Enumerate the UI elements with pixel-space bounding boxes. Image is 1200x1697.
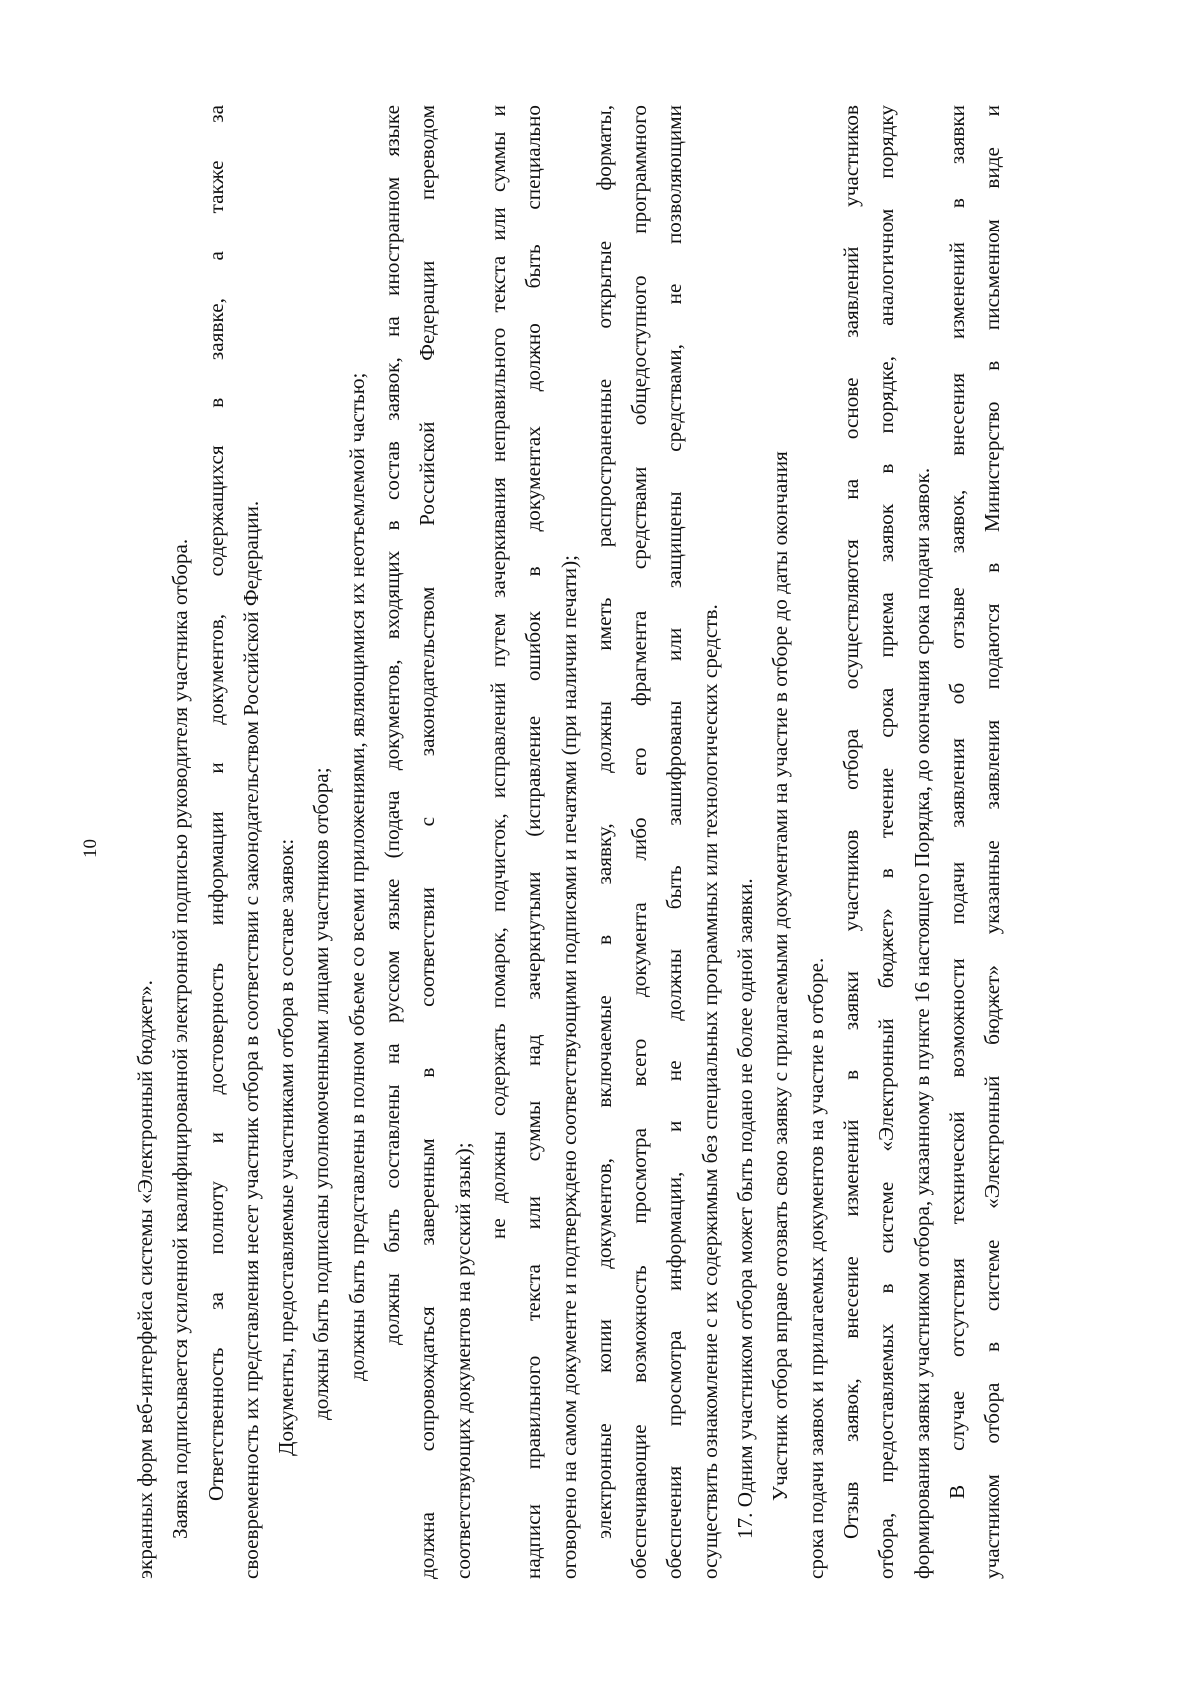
text-line: надписи правильного текста или суммы над зачеркнутыми (исправление ошибок в документах должно быть специально [521, 105, 546, 1579]
text-line: осуществить ознакомление с их содержимым без специальных программных или технологических средств. [697, 604, 722, 1579]
text-line: формирования заявки участником отбора, указанному в пункте 16 настоящего Порядка, до окончания срока подачи заявок. [909, 467, 934, 1579]
text-line: не должны содержать помарок, подчисток, исправлений путем зачеркивания неправильного текста или суммы и [485, 105, 510, 1239]
text-line: Заявка подписывается усиленной квалифицированной электронной подписью руководителя участника отбора. [168, 538, 193, 1539]
text-line: должны быть составлены на русском языке (подача документов, входящих в состав заявок, на иностранном языке [380, 105, 405, 1345]
text-line: Участник отбора вправе отозвать свою заявку с прилагаемыми документами на участие в отборе до даты окончания [768, 451, 793, 1501]
text-line: участником отбора в системе «Электронный бюджет» указанные заявления подаются в Министерство в письменном виде и [980, 105, 1005, 1579]
text-line: электронные копии документов, включаемые в заявку, должны иметь распространенные открытые форматы, [591, 105, 616, 1539]
text-line: своевременность их представления несет участник отбора в соответствии с законодательством Российской Федерации. [238, 500, 263, 1579]
text-line: Ответственность за полноту и достоверность информации и документов, содержащихся в заявке, а также за [203, 105, 228, 1501]
document-body [128, 105, 1010, 1579]
text-line: В случае отсутствия технической возможности подачи заявления об отзыве заявок, внесения изменений в заявки [944, 105, 969, 1499]
text-line: 17. Одним участником отбора может быть подано не более одной заявки. [733, 878, 758, 1539]
page-number: 10 [80, 839, 101, 858]
text-line: обеспечивающие возможность просмотра всего документа либо его фрагмента средствами общедоступного программного [627, 105, 652, 1579]
text-line: должна сопровождаться заверенным в соответствии с законодательством Российской Федерации переводом [415, 105, 440, 1579]
text-line: Документы, предоставляемые участниками отбора в составе заявок: [274, 838, 299, 1456]
text-line: Отзыв заявок, внесение изменений в заявки участников отбора осуществляются на основе заявлений участников [838, 105, 863, 1539]
text-line: обеспечения просмотра информации, и не должны быть зашифрованы или защищены средствами, не позволяющими [662, 105, 687, 1579]
text-line: должны быть представлены в полном объеме со всеми приложениями, являющимися их неотъемлемой частью; [344, 372, 369, 1381]
text-line: должны быть подписаны уполномоченными лицами участников отбора; [309, 767, 334, 1420]
text-line: срока подачи заявок и прилагаемых документов на участие в отборе. [803, 957, 828, 1579]
text-line: отбора, предоставляемых в системе «Электронный бюджет» в течение срока приема заявок в порядке, аналогичном порядку [874, 105, 899, 1579]
text-line: оговорено на самом документе и подтверждено соответствующими подписями и печатями (при наличии печати); [556, 554, 581, 1579]
text-line: соответствующих документов на русский язык); [450, 1142, 475, 1579]
text-line: экранных форм веб-интерфейса системы «Электронный бюджет». [133, 980, 157, 1579]
